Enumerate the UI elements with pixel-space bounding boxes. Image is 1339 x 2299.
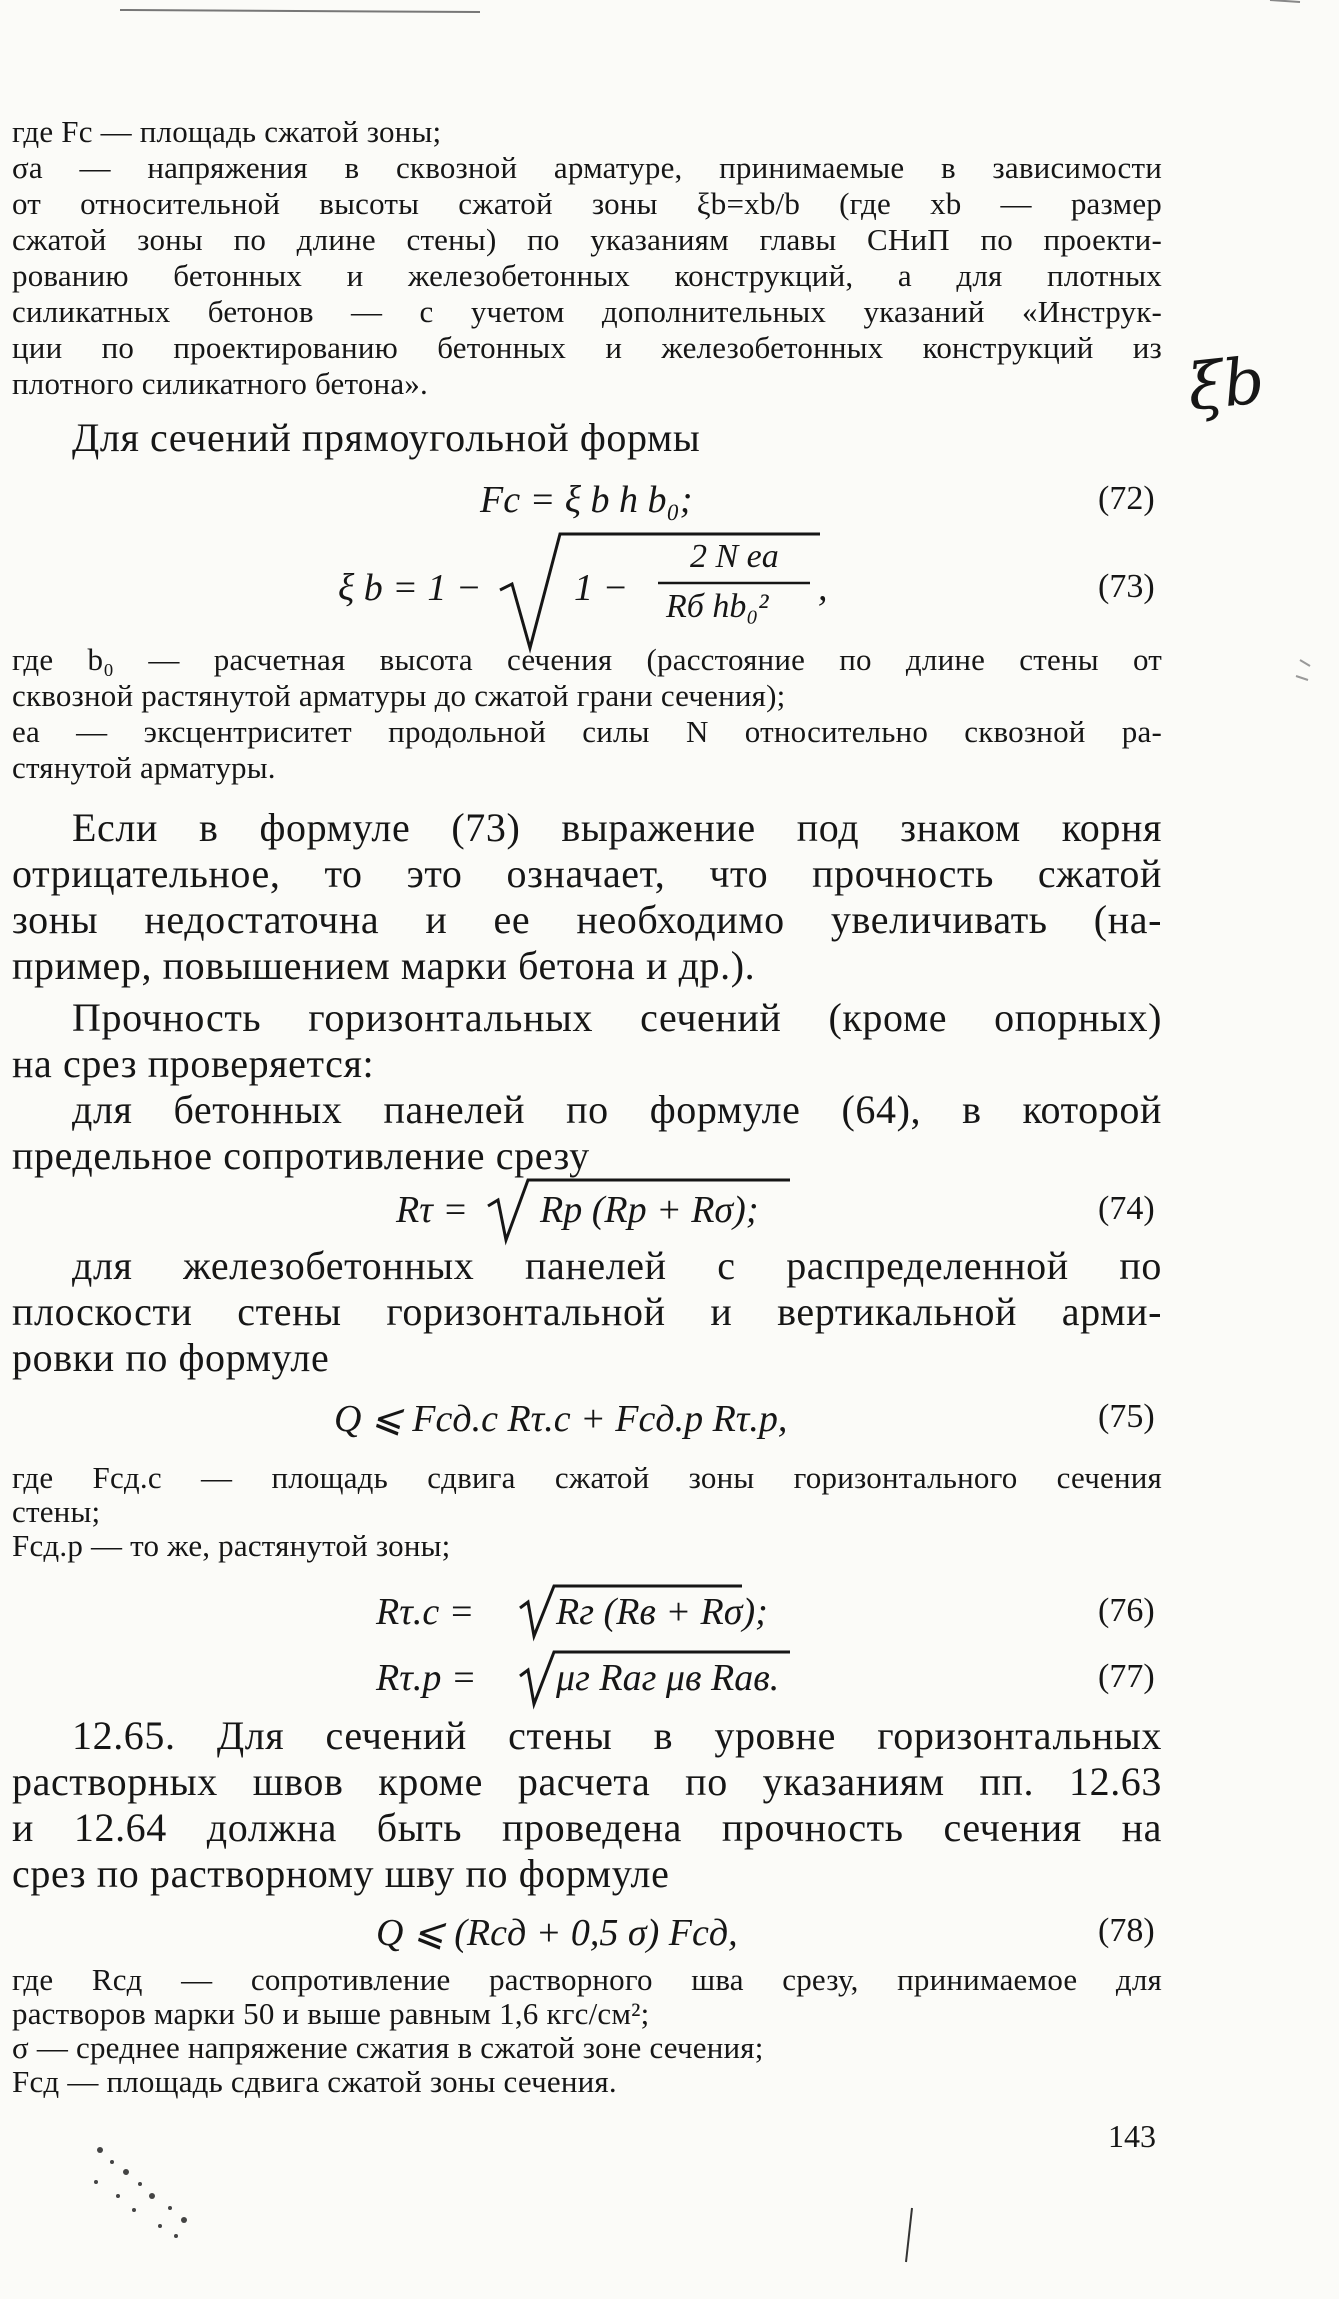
- text-line: плоскости стены горизонтальной и вертикальной арми-: [12, 1289, 1162, 1334]
- equation-number-75: (75): [1098, 1398, 1155, 1435]
- text-line: плотного силикатного бетона».: [12, 366, 428, 401]
- formula-73-numerator: 2 N eа: [690, 538, 779, 575]
- text-line: ции по проектированию бетонных и железобетонных конструкций из: [12, 330, 1162, 365]
- equation-number-73: (73): [1098, 568, 1155, 605]
- equation-number-77: (77): [1098, 1658, 1155, 1695]
- text-line: и 12.64 должна быть проведена прочность сечения на: [12, 1805, 1162, 1850]
- text-line: силикатных бетонов — с учетом дополнительных указаний «Инструк-: [12, 294, 1162, 329]
- formula-74-left: Rτ =: [396, 1189, 468, 1231]
- formula-73-comma: ,: [818, 567, 828, 609]
- text-line: стены;: [12, 1494, 101, 1529]
- text-line: растворов марки 50 и выше равным 1,6 кгс/см²;: [12, 1996, 650, 2031]
- text-line: Прочность горизонтальных сечений (кроме опорных): [72, 995, 1162, 1040]
- page-number: 143: [1108, 2118, 1156, 2154]
- text-line: 12.65. Для сечений стены в уровне горизонтальных: [72, 1713, 1162, 1758]
- text-line: где b₀ — расчетная высота сечения (расстояние по длине стены от: [12, 642, 1162, 677]
- text-line: срез по растворному шву по формуле: [12, 1851, 670, 1896]
- formula-72: Fс = ξ b h b₀;: [480, 479, 693, 521]
- formula-73-one: 1 −: [574, 567, 629, 609]
- text-line: где Fсд.с — площадь сдвига сжатой зоны горизонтального сечения: [12, 1460, 1162, 1495]
- formula-74-radicand: Rр (Rр + Rσ);: [540, 1189, 759, 1231]
- text-line: eа — эксцентриситет продольной силы N относительно сквозной ра-: [12, 714, 1162, 749]
- formula-73-left: ξ b = 1 −: [338, 567, 482, 609]
- formula-77-radicand: μг Rаг μв Rав.: [556, 1657, 780, 1699]
- equation-number-78: (78): [1098, 1912, 1155, 1949]
- text-line: пример, повышением марки бетона и др.).: [12, 943, 756, 988]
- text-line: для железобетонных панелей с распределенной по: [72, 1243, 1162, 1288]
- text-line: Fсд.р — то же, растянутой зоны;: [12, 1528, 451, 1563]
- formula-76-radicand: Rг (Rв + Rσ);: [556, 1591, 768, 1633]
- text-line: σ — среднее напряжение сжатия в сжатой зоне сечения;: [12, 2030, 764, 2065]
- text-line: ровки по формуле: [12, 1335, 330, 1380]
- text-line: для бетонных панелей по формуле (64), в которой: [72, 1087, 1162, 1132]
- text-line: σа — напряжения в сквозной арматуре, принимаемые в зависимости: [12, 150, 1162, 185]
- text-line: зоны недостаточна и ее необходимо увеличивать (на-: [12, 897, 1162, 942]
- equation-number-74: (74): [1098, 1190, 1155, 1227]
- handwritten-note: ξb: [1184, 344, 1268, 426]
- text-line: рованию бетонных и железобетонных конструкций, а для плотных: [12, 258, 1162, 293]
- formula-77-left: Rτ.р =: [376, 1657, 477, 1699]
- text-line: сквозной растянутой арматуры до сжатой грани сечения);: [12, 678, 786, 713]
- text-line: от относительной высоты сжатой зоны ξb=xb/b (где xb — размер: [12, 186, 1162, 221]
- text-line: на срез проверяется:: [12, 1041, 375, 1086]
- text-line: Если в формуле (73) выражение под знаком корня: [72, 805, 1162, 850]
- text-line: сжатой зоны по длине стены) по указаниям главы СНиП по проекти-: [12, 222, 1162, 257]
- paragraph-heading: Для сечений прямоугольной формы: [72, 415, 701, 460]
- formula-73-denominator: Rб hb₀²: [666, 588, 769, 625]
- text-line: Fсд — площадь сдвига сжатой зоны сечения.: [12, 2064, 617, 2099]
- formula-75: Q ⩽ Fсд.с Rτ.с + Fсд.р Rτ.р,: [334, 1398, 788, 1440]
- equation-number-72: (72): [1098, 480, 1155, 517]
- text-line: где Rсд — сопротивление растворного шва срезу, принимаемое для: [12, 1962, 1162, 1997]
- formula-76-left: Rτ.с =: [376, 1591, 475, 1633]
- formula-78: Q ⩽ (Rсд + 0,5 σ) Fсд,: [376, 1912, 738, 1954]
- equation-number-76: (76): [1098, 1592, 1155, 1629]
- text-line: стянутой арматуры.: [12, 750, 276, 785]
- text-line: предельное сопротивление срезу: [12, 1133, 590, 1178]
- text-line: растворных швов кроме расчета по указаниям пп. 12.63: [12, 1759, 1162, 1804]
- text-line: где Fс — площадь сжатой зоны;: [12, 114, 442, 149]
- text-line: отрицательное, то это означает, что прочность сжатой: [12, 851, 1162, 896]
